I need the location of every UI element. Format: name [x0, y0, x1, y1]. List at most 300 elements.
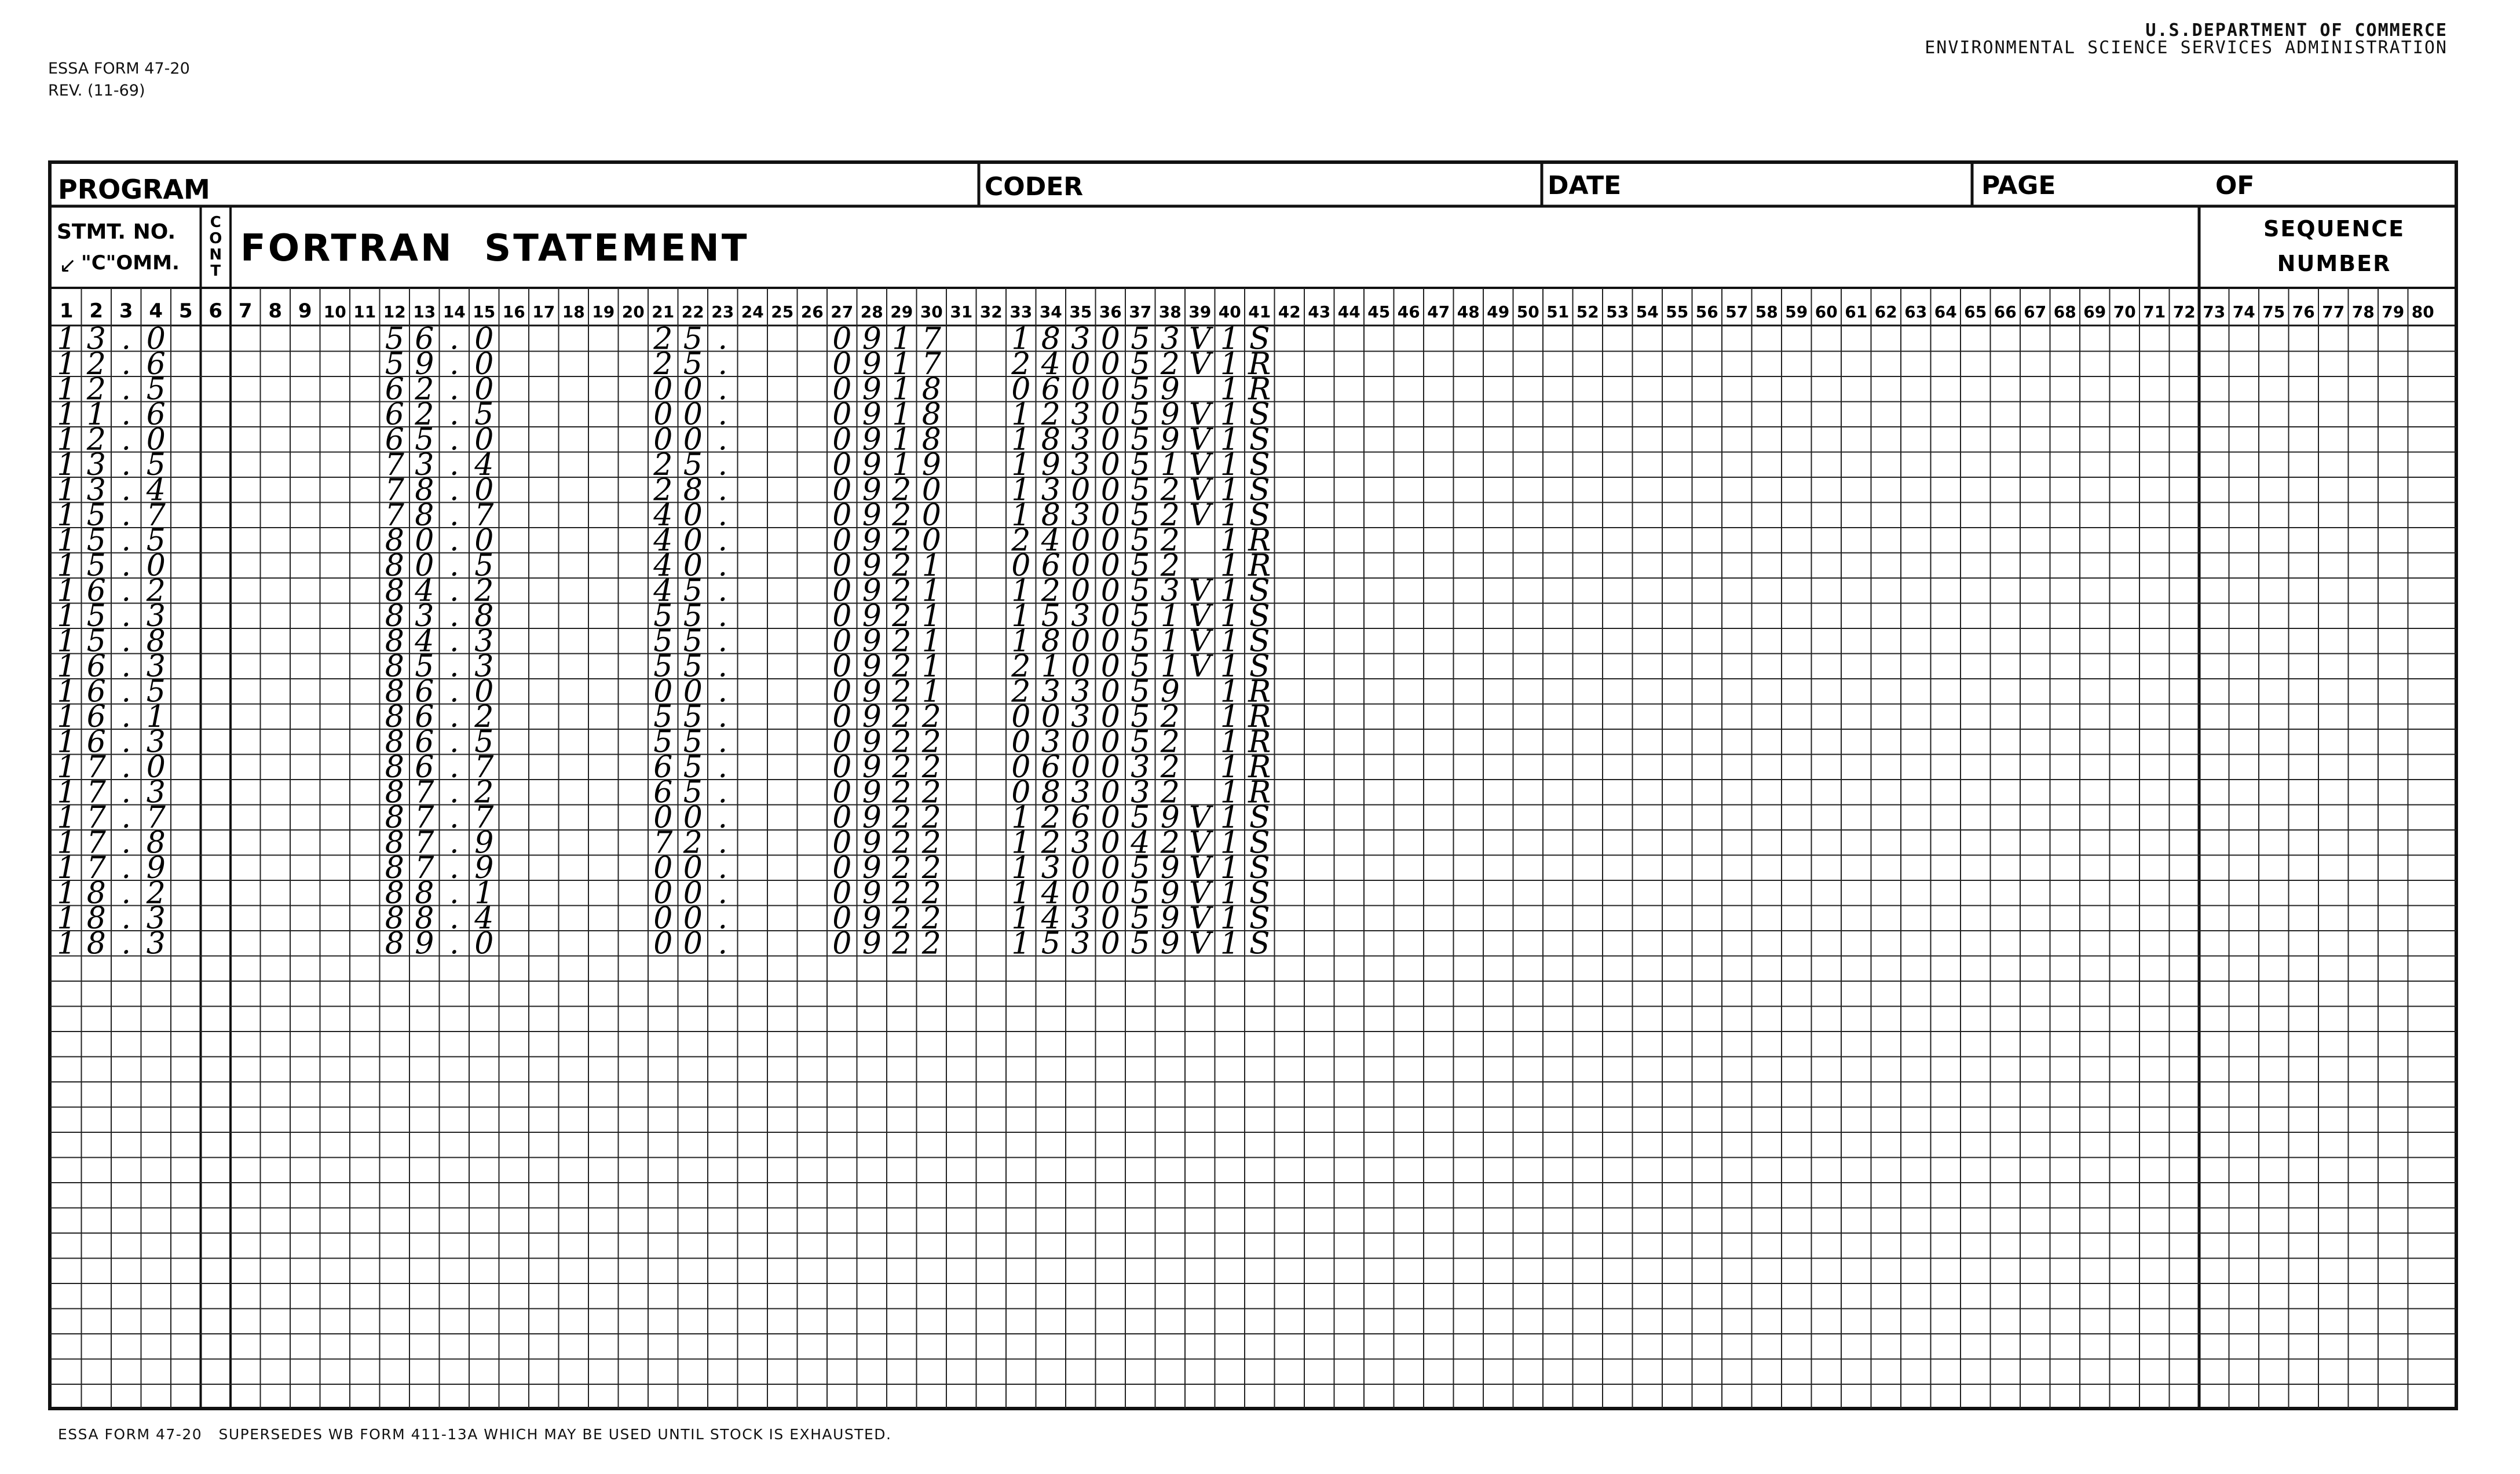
form-footer: ESSA FORM 47-20 SUPERSEDES WB FORM 411-13A WHICH MAY BE USED UNTIL STOCK IS EXHAUSTED.	[58, 1426, 892, 1443]
column-number: 62	[1874, 302, 1897, 321]
date-entry: 0	[832, 700, 852, 734]
date-entry: 0	[832, 422, 852, 458]
type-entry: R	[1248, 548, 1271, 583]
speed-entry: .	[718, 523, 728, 558]
column-number: 35	[1069, 302, 1092, 321]
code-entry: 1	[1220, 800, 1239, 835]
column-number: 37	[1129, 302, 1152, 321]
time-entry: 3	[1041, 473, 1060, 508]
speed-entry: 0	[683, 851, 703, 886]
time-entry: 3	[1041, 851, 1060, 886]
column-number: 17	[532, 302, 555, 321]
date-entry: 2	[892, 624, 912, 659]
type-entry: R	[1248, 775, 1271, 810]
longitude-entry: 7	[415, 800, 434, 835]
time-entry: 3	[1071, 397, 1091, 432]
column-number: 54	[1636, 302, 1659, 321]
time-entry: 0	[1100, 800, 1120, 835]
type-entry: R	[1248, 725, 1271, 760]
date-entry: 0	[832, 321, 852, 357]
date-entry: 2	[892, 599, 912, 634]
latitude-entry: 2	[146, 573, 166, 609]
date-entry: 1	[892, 347, 912, 382]
time-entry: 0	[1100, 523, 1120, 558]
time-entry: 3	[1160, 321, 1180, 357]
date-entry: 0	[921, 473, 941, 508]
time-entry: 0	[1011, 750, 1031, 785]
code-entry: 1	[1220, 624, 1239, 659]
column-number: 79	[2382, 302, 2405, 321]
longitude-entry: 6	[415, 700, 434, 734]
column-number: 60	[1815, 302, 1838, 321]
latitude-entry: 6	[86, 674, 106, 709]
time-entry: 0	[1100, 674, 1120, 709]
column-number: 51	[1546, 302, 1570, 321]
time-entry: 0	[1011, 725, 1031, 760]
longitude-entry: .	[449, 624, 459, 659]
time-entry: 9	[1160, 901, 1180, 936]
latitude-entry: .	[121, 573, 131, 609]
column-number: 64	[1934, 302, 1957, 321]
longitude-entry: 5	[415, 422, 434, 458]
column-number: 26	[800, 302, 824, 321]
date-entry: 9	[862, 851, 882, 886]
date-entry: 2	[892, 825, 912, 861]
date-entry: 1	[921, 573, 941, 609]
date-entry: 1	[892, 321, 912, 357]
longitude-entry: 0	[474, 422, 494, 458]
latitude-entry: 2	[86, 347, 106, 382]
type-entry: S	[1249, 926, 1270, 961]
date-entry: 9	[862, 775, 882, 810]
latitude-entry: 1	[86, 397, 106, 432]
latitude-entry: 7	[146, 498, 166, 533]
time-entry: 5	[1131, 448, 1150, 482]
time-entry: 1	[1011, 422, 1031, 458]
time-entry: 5	[1131, 422, 1150, 458]
longitude-entry: 5	[474, 548, 494, 583]
column-number: 33	[1010, 302, 1033, 321]
column-number: 47	[1427, 302, 1450, 321]
time-entry: 3	[1131, 750, 1150, 785]
longitude-entry: 3	[415, 448, 434, 482]
date-entry: 9	[862, 498, 882, 533]
date-entry: 7	[921, 321, 941, 357]
code-entry: 1	[1220, 750, 1239, 785]
column-number: 16	[502, 302, 525, 321]
speed-entry: 0	[653, 800, 673, 835]
longitude-entry: 8	[385, 523, 404, 558]
column-number: 24	[741, 302, 764, 321]
speed-entry: 2	[653, 448, 673, 482]
date-entry: 0	[832, 397, 852, 432]
date-entry: 9	[862, 448, 882, 482]
time-entry: 0	[1100, 876, 1120, 911]
longitude-entry: 3	[415, 599, 434, 634]
latitude-entry: 5	[146, 372, 166, 407]
time-entry: 9	[1160, 851, 1180, 886]
column-number: 77	[2322, 302, 2345, 321]
column-number: 4	[149, 299, 163, 323]
date-entry: 0	[832, 624, 852, 659]
cont-label	[209, 214, 222, 280]
sequence-label: SEQUENCE	[2263, 216, 2405, 242]
time-entry: 2	[1011, 674, 1031, 709]
latitude-entry: .	[121, 548, 131, 583]
latitude-entry: .	[121, 901, 131, 936]
time-entry: 3	[1071, 926, 1091, 961]
latitude-entry: .	[121, 372, 131, 407]
column-number: 45	[1367, 302, 1391, 321]
longitude-entry: 7	[385, 498, 404, 533]
speed-entry: 2	[653, 321, 673, 357]
longitude-entry: 8	[385, 901, 404, 936]
date-entry: 9	[862, 473, 882, 508]
longitude-entry: 8	[385, 649, 404, 684]
type-entry: R	[1248, 700, 1271, 734]
longitude-entry: 5	[474, 397, 494, 432]
speed-entry: 5	[683, 700, 703, 734]
date-entry: 9	[862, 523, 882, 558]
date-entry: 9	[862, 800, 882, 835]
time-entry: 0	[1100, 548, 1120, 583]
date-entry: 9	[862, 321, 882, 357]
code-entry: 1	[1220, 825, 1239, 861]
latitude-entry: 3	[146, 926, 166, 961]
time-entry: 8	[1041, 321, 1060, 357]
latitude-entry: 1	[57, 523, 76, 558]
code-entry: 1	[1220, 321, 1239, 357]
longitude-entry: .	[449, 725, 459, 760]
longitude-entry: 5	[385, 347, 404, 382]
speed-entry: 5	[683, 599, 703, 634]
column-number: 31	[950, 302, 973, 321]
date-entry: 9	[862, 725, 882, 760]
latitude-entry: 4	[146, 473, 166, 508]
speed-entry: 0	[683, 372, 703, 407]
time-entry: 0	[1071, 624, 1091, 659]
time-entry: 2	[1160, 825, 1180, 861]
time-entry: 2	[1160, 498, 1180, 533]
latitude-entry: 1	[57, 548, 76, 583]
speed-entry: .	[718, 397, 728, 432]
time-entry: 0	[1071, 473, 1091, 508]
column-number: 6	[209, 299, 223, 323]
column-number: 50	[1516, 302, 1539, 321]
latitude-entry: 7	[146, 800, 166, 835]
speed-entry: 5	[683, 750, 703, 785]
latitude-entry: 5	[86, 498, 106, 533]
latitude-entry: .	[121, 523, 131, 558]
column-number: 48	[1457, 302, 1480, 321]
date-entry: 0	[832, 347, 852, 382]
date-entry: 2	[892, 800, 912, 835]
latitude-entry: 0	[146, 321, 166, 357]
time-entry: 0	[1011, 372, 1031, 407]
column-number: 67	[2024, 302, 2047, 321]
speed-entry: .	[718, 347, 728, 382]
latitude-entry: 7	[86, 775, 106, 810]
latitude-entry: 0	[146, 422, 166, 458]
speed-entry: .	[718, 321, 728, 357]
longitude-entry: 8	[385, 599, 404, 634]
date-entry: 1	[921, 649, 941, 684]
speed-entry: .	[718, 599, 728, 634]
latitude-entry: 1	[57, 498, 76, 533]
longitude-entry: 7	[415, 775, 434, 810]
date-entry: 2	[892, 775, 912, 810]
longitude-entry: .	[449, 397, 459, 432]
time-entry: 3	[1071, 901, 1091, 936]
date-entry: 9	[862, 624, 882, 659]
longitude-entry: 7	[415, 825, 434, 861]
column-numbers	[60, 299, 2434, 323]
time-entry: 0	[1100, 448, 1120, 482]
time-entry: 5	[1131, 321, 1150, 357]
column-number: 52	[1576, 302, 1599, 321]
time-entry: 5	[1131, 624, 1150, 659]
column-number: 1	[59, 299, 74, 323]
longitude-entry: 8	[385, 800, 404, 835]
column-number: 40	[1218, 302, 1241, 321]
speed-entry: 8	[683, 473, 703, 508]
date-entry: 2	[921, 750, 941, 785]
date-entry: 8	[921, 397, 941, 432]
time-entry: 1	[1011, 926, 1031, 961]
column-number: 42	[1278, 302, 1301, 321]
column-number: 32	[979, 302, 1003, 321]
latitude-entry: 1	[57, 775, 76, 810]
time-entry: 5	[1131, 649, 1150, 684]
time-entry: 9	[1160, 800, 1180, 835]
date-entry: 1	[892, 372, 912, 407]
speed-entry: 4	[653, 523, 673, 558]
time-entry: 6	[1071, 800, 1091, 835]
longitude-entry: .	[449, 775, 459, 810]
date-entry: 9	[862, 573, 882, 609]
date-entry: 1	[892, 397, 912, 432]
column-number: 78	[2351, 302, 2375, 321]
longitude-entry: 4	[474, 448, 494, 482]
latitude-entry: 3	[86, 473, 106, 508]
type-entry: S	[1249, 825, 1270, 861]
time-entry: 0	[1100, 599, 1120, 634]
latitude-entry: 0	[146, 548, 166, 583]
time-entry: 5	[1131, 548, 1150, 583]
date-entry: 9	[862, 901, 882, 936]
time-entry: 3	[1041, 725, 1060, 760]
longitude-entry: .	[449, 649, 459, 684]
latitude-entry: 1	[57, 624, 76, 659]
latitude-entry: .	[121, 750, 131, 785]
code-entry: 1	[1220, 599, 1239, 634]
date-entry: 1	[921, 624, 941, 659]
latitude-entry: .	[121, 825, 131, 861]
longitude-entry: 0	[474, 321, 494, 357]
time-entry: 5	[1131, 901, 1150, 936]
code-entry: 1	[1220, 422, 1239, 458]
latitude-entry: .	[121, 876, 131, 911]
date-entry: 2	[892, 498, 912, 533]
time-entry: 0	[1100, 573, 1120, 609]
longitude-entry: 7	[474, 800, 494, 835]
flag-entry: V	[1188, 397, 1211, 432]
time-entry: 1	[1011, 448, 1031, 482]
department-name: U.S.DEPARTMENT OF COMMERCE	[2145, 20, 2448, 41]
code-entry: 1	[1220, 498, 1239, 533]
time-entry: 8	[1041, 498, 1060, 533]
speed-entry: 0	[653, 926, 673, 961]
speed-entry: 0	[653, 422, 673, 458]
time-entry: 4	[1131, 825, 1150, 861]
column-number: 25	[771, 302, 794, 321]
latitude-entry: .	[121, 926, 131, 961]
type-entry: S	[1249, 498, 1270, 533]
speed-entry: 2	[653, 347, 673, 382]
speed-entry: 5	[683, 347, 703, 382]
time-entry: 5	[1131, 725, 1150, 760]
header-labels	[57, 171, 2405, 277]
longitude-entry: .	[449, 926, 459, 961]
latitude-entry: 1	[57, 851, 76, 886]
time-entry: 9	[1160, 397, 1180, 432]
date-entry: 9	[862, 825, 882, 861]
longitude-entry: 4	[415, 573, 434, 609]
latitude-entry: 8	[86, 876, 106, 911]
time-entry: 0	[1100, 851, 1120, 886]
latitude-entry: 3	[146, 649, 166, 684]
longitude-entry: .	[449, 347, 459, 382]
flag-entry: V	[1188, 649, 1211, 684]
time-entry: 3	[1071, 599, 1091, 634]
code-entry: 1	[1220, 649, 1239, 684]
date-entry: 2	[892, 548, 912, 583]
latitude-entry: 1	[57, 422, 76, 458]
flag-entry: V	[1188, 573, 1211, 609]
date-entry: 0	[832, 800, 852, 835]
time-entry: 1	[1011, 876, 1031, 911]
time-entry: 1	[1011, 321, 1031, 357]
date-entry: 2	[892, 700, 912, 734]
time-entry: 0	[1100, 700, 1120, 734]
speed-entry: 5	[683, 573, 703, 609]
code-entry: 1	[1220, 700, 1239, 734]
longitude-entry: .	[449, 321, 459, 357]
type-entry: S	[1249, 321, 1270, 357]
fortran-statement-title: FORTRAN STATEMENT	[240, 227, 749, 270]
date-entry: 2	[892, 901, 912, 936]
latitude-entry: 7	[86, 800, 106, 835]
type-entry: S	[1249, 473, 1270, 508]
handwritten-entries	[57, 322, 1271, 961]
latitude-entry: 5	[86, 599, 106, 634]
time-entry: 9	[1160, 876, 1180, 911]
type-entry: S	[1249, 397, 1270, 432]
longitude-entry: 9	[474, 825, 494, 861]
longitude-entry: 9	[474, 851, 494, 886]
latitude-entry: 3	[86, 448, 106, 482]
column-number: 27	[831, 302, 854, 321]
speed-entry: 5	[653, 700, 673, 734]
date-entry: 0	[832, 573, 852, 609]
type-entry: S	[1249, 901, 1270, 936]
latitude-entry: 1	[57, 372, 76, 407]
longitude-entry: 6	[415, 321, 434, 357]
longitude-entry: .	[449, 750, 459, 785]
latitude-entry: 1	[57, 473, 76, 508]
type-entry: S	[1249, 876, 1270, 911]
latitude-entry: 5	[86, 523, 106, 558]
latitude-entry: .	[121, 473, 131, 508]
time-entry: 2	[1041, 825, 1060, 861]
time-entry: 3	[1071, 448, 1091, 482]
date-entry: 2	[921, 725, 941, 760]
date-entry: 8	[921, 372, 941, 407]
longitude-entry: 0	[415, 548, 434, 583]
date-entry: 2	[921, 700, 941, 734]
time-entry: 8	[1041, 422, 1060, 458]
page-label: PAGE	[1981, 171, 2056, 200]
speed-entry: 0	[683, 926, 703, 961]
time-entry: 3	[1071, 825, 1091, 861]
column-number: 56	[1695, 302, 1718, 321]
column-number: 80	[2411, 302, 2434, 321]
flag-entry: V	[1188, 851, 1211, 886]
time-entry: 0	[1041, 700, 1060, 734]
flag-entry: V	[1188, 926, 1211, 961]
date-entry: 9	[862, 347, 882, 382]
column-number: 43	[1308, 302, 1331, 321]
date-entry: 0	[832, 548, 852, 583]
column-number: 59	[1785, 302, 1808, 321]
latitude-entry: 3	[86, 321, 106, 357]
latitude-entry: 1	[57, 321, 76, 357]
code-entry: 1	[1220, 548, 1239, 583]
longitude-entry: 7	[415, 851, 434, 886]
time-entry: 4	[1041, 876, 1060, 911]
latitude-entry: 6	[86, 573, 106, 609]
time-entry: 6	[1041, 372, 1060, 407]
latitude-entry: 1	[57, 448, 76, 482]
flag-entry: V	[1188, 422, 1211, 458]
latitude-entry: 6	[146, 397, 166, 432]
time-entry: 3	[1131, 775, 1150, 810]
date-entry: 0	[832, 750, 852, 785]
speed-entry: .	[718, 700, 728, 734]
time-entry: 5	[1131, 523, 1150, 558]
latitude-entry: 1	[57, 599, 76, 634]
column-number: 30	[920, 302, 943, 321]
latitude-entry: 6	[86, 725, 106, 760]
longitude-entry: .	[449, 573, 459, 609]
longitude-entry: .	[449, 448, 459, 482]
column-number: 75	[2262, 302, 2285, 321]
time-entry: 3	[1071, 700, 1091, 734]
longitude-entry: .	[449, 523, 459, 558]
longitude-entry: 4	[474, 901, 494, 936]
date-entry: 0	[832, 448, 852, 482]
type-entry: S	[1249, 800, 1270, 835]
time-entry: 0	[1100, 825, 1120, 861]
latitude-entry: 3	[146, 775, 166, 810]
type-entry: R	[1248, 347, 1271, 382]
column-number: 20	[621, 302, 645, 321]
time-entry: 0	[1071, 851, 1091, 886]
time-entry: 2	[1160, 725, 1180, 760]
column-number: 14	[442, 302, 466, 321]
speed-entry: 5	[683, 624, 703, 659]
longitude-entry: 7	[385, 448, 404, 482]
